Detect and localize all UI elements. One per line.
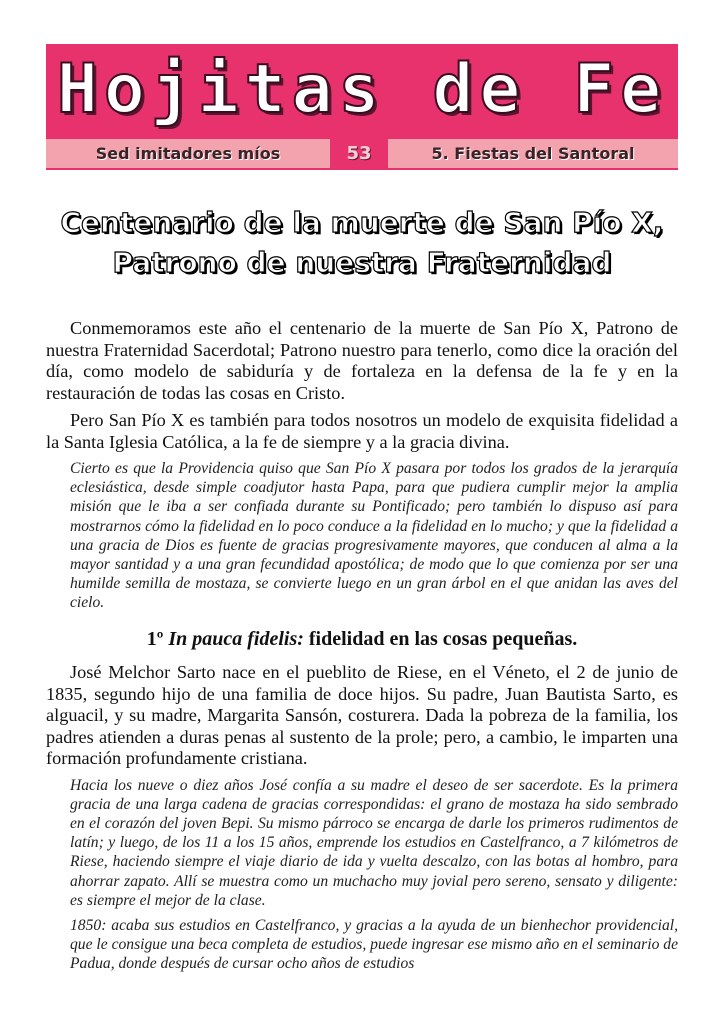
article-title: [46, 203, 678, 283]
article-title-line2: Patrono de nuestra Fraternidad: [112, 246, 612, 279]
paragraph-3: José Melchor Sarto nace en el pueblito de Riese, en el Véneto, el 2 de junio de 1835, segundo hijo de una familia de doce hijos. Su padre, Juan Bautista Sarto, es alguacil, y su madre, Margarita Sansón, costurera. Dada la pobreza de la familia, los padres atienden a duras penas al sustento de la prole; pero, a cambio, le imparten una formación profundamente cristiana.: [46, 662, 678, 769]
motto-label: Sed imitadores míos: [46, 139, 330, 168]
section-label: 5. Fiestas del Santoral: [388, 139, 678, 168]
section-heading: [46, 629, 678, 651]
article-title-line1: Centenario de la muerte de San Pío X,: [60, 206, 664, 239]
issue-number: 53: [332, 139, 386, 168]
section-heading-latin: In pauca fidelis:: [168, 627, 304, 650]
paragraph-1: Conmemoramos este año el centenario de la muerte de San Pío X, Patrono de nuestra Fraternidad Sacerdotal; Patrono nuestro para tenerlo, como dice la oración del día, como modelo de sabiduría y de fortaleza en la defensa de la fe y en la restauración de todas las cosas en Cristo.: [46, 318, 678, 403]
section-heading-text: fidelidad en las cosas pequeñas.: [308, 627, 578, 650]
section-heading-number: 1º: [146, 627, 164, 650]
quote-2: Hacia los nueve o diez años José confía a su madre el deseo de ser sacerdote. Es la primera gracia de una larga cadena de gracias correspondidas: el grano de mostaza ha sido sembrado en el corazón del joven Bepi. Su mismo párroco se encarga de darle los primeros rudimentos de latín; y luego, de los 11 a los 15 años, emprende los estudios en Castelfranco, a 7 kilómetros de Riese, haciendo siempre el viaje diario de ida y vuelta descalzo, con las botas al hombro, para ahorrar zapato. Allí se muestra como un muchacho muy jovial pero sereno, sensato y diligente: es siempre el mejor de la clase.: [70, 776, 678, 909]
publication-title: Hojitas de Fe: [56, 50, 668, 129]
paragraph-2: Pero San Pío X es también para todos nosotros un modelo de exquisita fidelidad a la Santa Iglesia Católica, a la fe de siempre y a la gracia divina.: [46, 410, 678, 452]
quote-1: Cierto es que la Providencia quiso que San Pío X pasara por todos los grados de la jerarquía eclesiástica, desde simple coadjutor hasta Papa, para que pudiera cumplir mejor la amplia misión que le iba a ser confiada durante su Pontificado; pero también lo dispuso así para mostrarnos cómo la fidelidad en lo poco conduce a la fidelidad en lo mucho; y que la fidelidad a una gracia de Dios es fuente de gracias progresivamente mayores, que conducen al alma a la mayor santidad y a una gran fecundidad apostólica; de modo que lo que comienza por ser una humilde semilla de mostaza, se convierte luego en un gran árbol en el que anidan las aves del cielo.: [70, 460, 678, 612]
quote-3: 1850: acaba sus estudios en Castelfranco, y gracias a la ayuda de un bienhechor providencial, que le consigue una beca completa de estudios, puede ingresar ese mismo año en el seminario de Padua, donde después de cursar ocho años de estudios: [70, 917, 678, 973]
article-body: [46, 318, 678, 980]
